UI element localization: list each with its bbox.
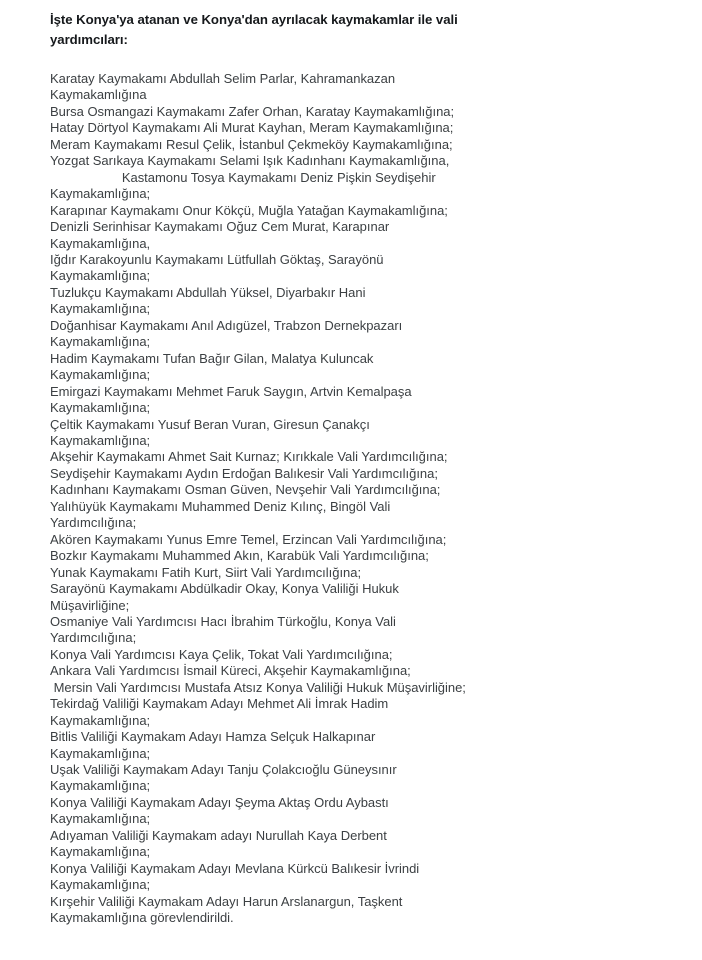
body-line: Kaymakamlığına; xyxy=(50,712,151,728)
body-line: Kaymakamlığına görevlendirildi. xyxy=(50,910,234,926)
body-line: Akören Kaymakamı Yunus Emre Temel, Erzincan Vali Yardımcılığına; xyxy=(50,531,447,547)
body-line: Osmaniye Vali Yardımcısı Hacı İbrahim Türkoğlu, Konya Vali xyxy=(50,613,396,629)
body-line: Yardımcılığına; xyxy=(50,630,137,646)
body-line: Emirgazi Kaymakamı Mehmet Faruk Saygın, Artvin Kemalpaşa xyxy=(50,383,412,399)
body-line: Bitlis Valiliği Kaymakam Adayı Hamza Selçuk Halkapınar xyxy=(50,729,376,745)
body-line: Kaymakamlığına; xyxy=(50,877,151,893)
body-line: Kaymakamlığına; xyxy=(50,811,151,827)
body-line: Denizli Serinhisar Kaymakamı Oğuz Cem Murat, Karapınar xyxy=(50,219,390,235)
body-line: Kadınhanı Kaymakamı Osman Güven, Nevşehir Vali Yardımcılığına; xyxy=(50,482,441,498)
body-line: Kaymakamlığına; xyxy=(50,432,151,448)
body-line: Iğdır Karakoyunlu Kaymakamı Lütfullah Göktaş, Sarayönü xyxy=(50,251,384,267)
body-line: Konya Valiliği Kaymakam Adayı Şeyma Aktaş Ordu Aybastı xyxy=(50,794,389,810)
body-line: Karapınar Kaymakamı Onur Kökçü, Muğla Yatağan Kaymakamlığına; xyxy=(50,202,448,218)
body-line: Kaymakamlığına; xyxy=(50,778,151,794)
body-line: Kaymakamlığına; xyxy=(50,301,151,317)
article-body xyxy=(50,71,642,927)
body-line: Kaymakamlığına; xyxy=(50,745,151,761)
body-line: Konya Valiliği Kaymakam Adayı Mevlana Kürkcü Balıkesir İvrindi xyxy=(50,860,420,876)
body-line: Kaymakamlığına; xyxy=(50,268,151,284)
body-line: Kaymakamlığına; xyxy=(50,334,151,350)
body-line: Meram Kaymakamı Resul Çelik, İstanbul Çekmeköy Kaymakamlığına; xyxy=(50,136,453,152)
body-line: Karatay Kaymakamı Abdullah Selim Parlar, Kahramankazan xyxy=(50,71,396,86)
body-line: Doğanhisar Kaymakamı Anıl Adıgüzel, Trabzon Dernekpazarı xyxy=(50,317,403,333)
body-line: Hatay Dörtyol Kaymakamı Ali Murat Kayhan, Meram Kaymakamlığına; xyxy=(50,120,454,136)
body-line: Seydişehir Kaymakamı Aydın Erdoğan Balıkesir Vali Yardımcılığına; xyxy=(50,465,438,481)
body-line: Kırşehir Valiliği Kaymakam Adayı Harun Arslanargun, Taşkent xyxy=(50,893,403,909)
body-line: Kaymakamlığına; xyxy=(50,844,151,860)
page-title: İşte Konya'ya atanan ve Konya'dan ayrılacak kaymakamlar ile vali yardımcıları: xyxy=(50,12,458,47)
body-line: Hadim Kaymakamı Tufan Bağır Gilan, Malatya Kuluncak xyxy=(50,350,374,366)
body-line: Mersin Vali Yardımcısı Mustafa Atsız Konya Valiliği Hukuk Müşavirliğine; xyxy=(50,679,466,695)
body-line: Adıyaman Valiliği Kaymakam adayı Nurullah Kaya Derbent xyxy=(50,827,387,843)
body-line: Yardımcılığına; xyxy=(50,515,137,531)
body-line: Konya Vali Yardımcısı Kaya Çelik, Tokat Vali Yardımcılığına; xyxy=(50,646,393,662)
body-line: Kastamonu Tosya Kaymakamı Deniz Pişkin Seydişehir xyxy=(50,169,436,185)
body-line: Akşehir Kaymakamı Ahmet Sait Kurnaz; Kırıkkale Vali Yardımcılığına; xyxy=(50,449,448,465)
body-line: Bursa Osmangazi Kaymakamı Zafer Orhan, Karatay Kaymakamlığına; xyxy=(50,103,455,119)
body-line: Kaymakamlığına; xyxy=(50,400,151,416)
body-line: Kaymakamlığına; xyxy=(50,367,151,383)
body-line: Yalıhüyük Kaymakamı Muhammed Deniz Kılınç, Bingöl Vali xyxy=(50,498,391,514)
body-line: Yozgat Sarıkaya Kaymakamı Selami Işık Kadınhanı Kaymakamlığına, xyxy=(50,153,450,169)
body-line: Müşavirliğine; xyxy=(50,597,130,613)
body-line: Tekirdağ Valiliği Kaymakam Adayı Mehmet Ali İmrak Hadim xyxy=(50,696,389,712)
body-line: Uşak Valiliği Kaymakam Adayı Tanju Çolakcıoğlu Güneysınır xyxy=(50,762,397,778)
body-line: Yunak Kaymakamı Fatih Kurt, Siirt Vali Yardımcılığına; xyxy=(50,564,362,580)
body-line: Bozkır Kaymakamı Muhammed Akın, Karabük Vali Yardımcılığına; xyxy=(50,548,429,564)
body-line: Ankara Vali Yardımcısı İsmail Küreci, Akşehir Kaymakamlığına; xyxy=(50,663,411,679)
body-line: Kaymakamlığına xyxy=(50,87,147,103)
body-line: Kaymakamlığına, xyxy=(50,235,151,251)
body-line: Kaymakamlığına; xyxy=(50,186,151,202)
body-line: Tuzlukçu Kaymakamı Abdullah Yüksel, Diyarbakır Hani xyxy=(50,284,366,300)
body-line: Sarayönü Kaymakamı Abdülkadir Okay, Konya Valiliği Hukuk xyxy=(50,581,399,597)
body-line: Çeltik Kaymakamı Yusuf Beran Vuran, Giresun Çanakçı xyxy=(50,416,370,432)
